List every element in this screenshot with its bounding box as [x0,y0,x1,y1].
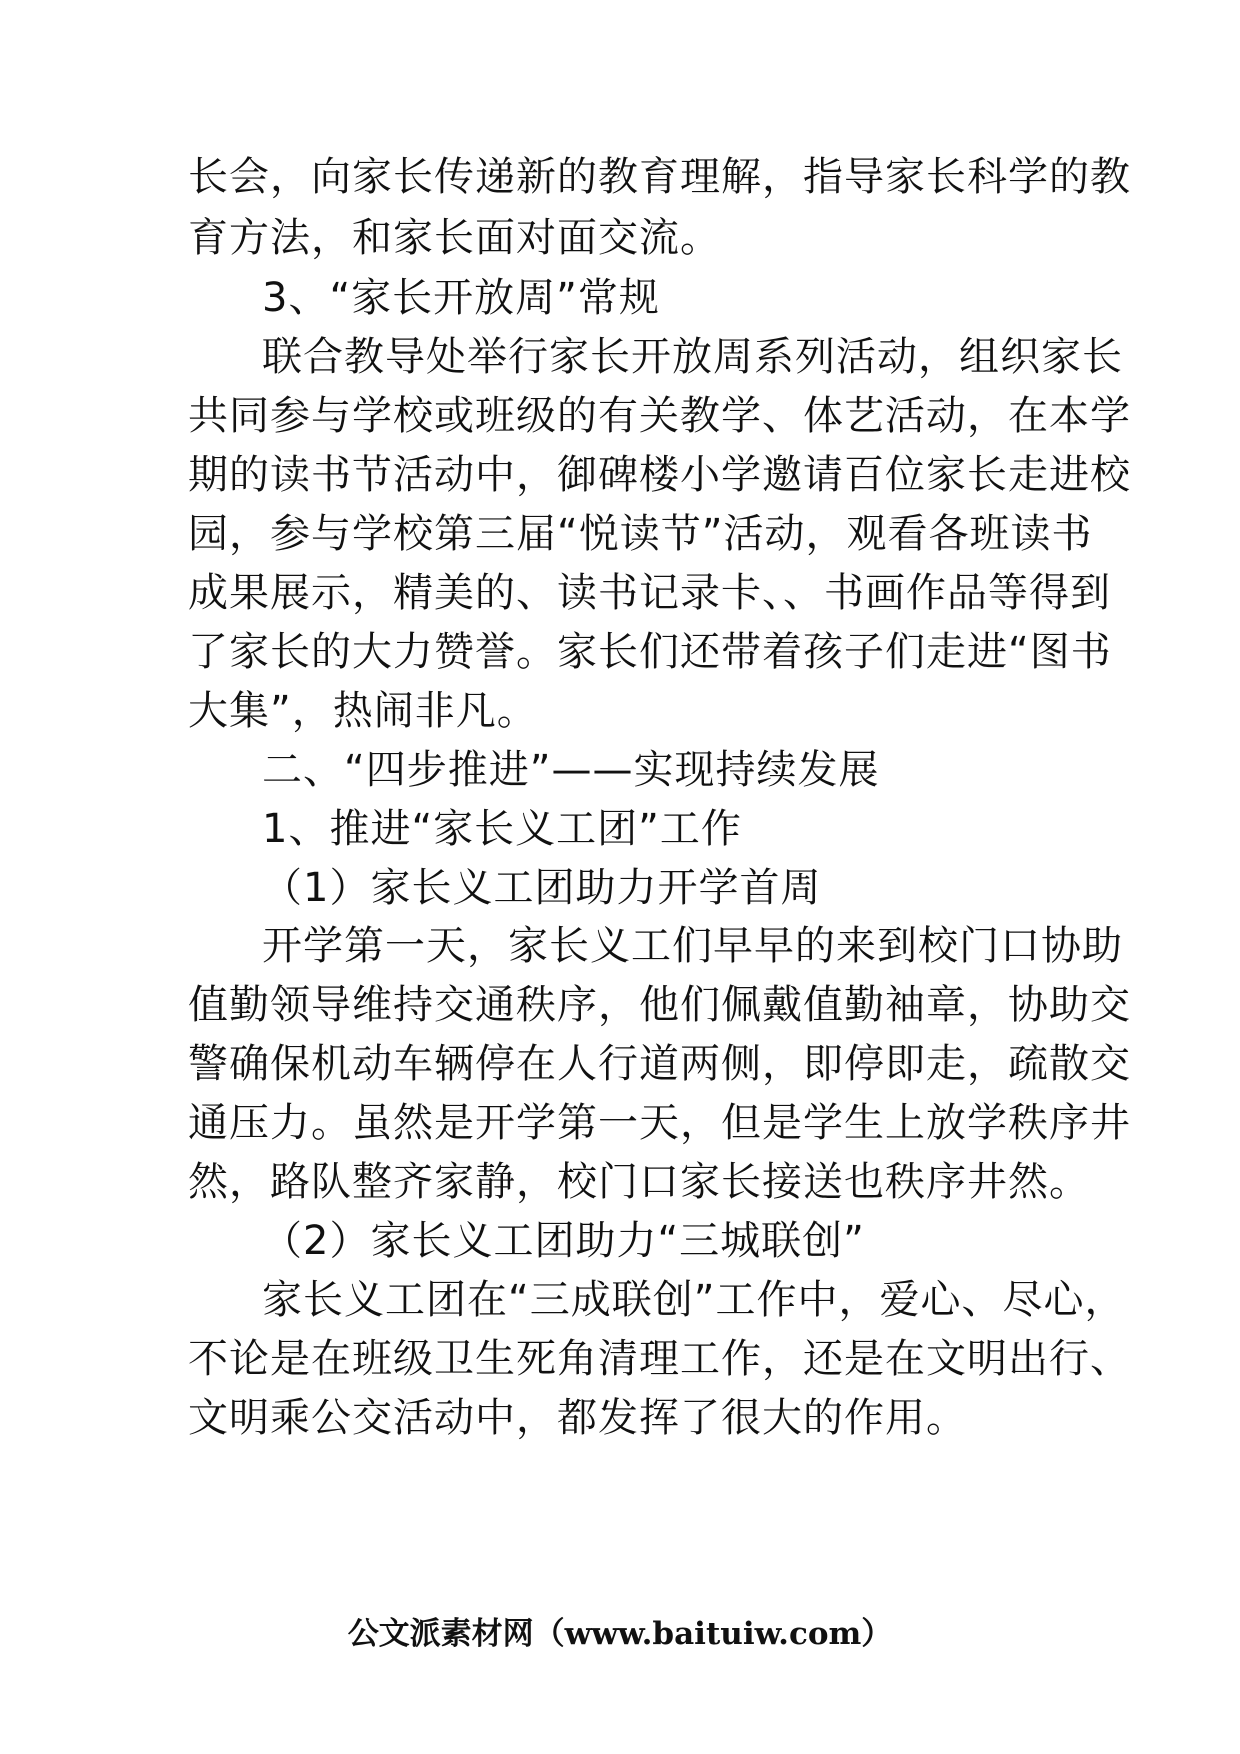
text-line: 期的读书节活动中，御碑楼小学邀请百位家长走进校 [188,452,1131,498]
text-line: 园，参与学校第三届“悦读节”活动，观看各班读书 [188,511,1093,557]
text-line: 了家长的大力赞誉。家长们还带着孩子们走进“图书 [188,629,1112,675]
text-line: 警确保机动车辆停在人行道两侧，即停即走，疏散交 [188,1041,1131,1087]
text-line: 不论是在班级卫生死角清理工作，还是在文明出行、 [188,1336,1131,1382]
text-line: 然，路队整齐家静，校门口家长接送也秩序井然。 [188,1159,1090,1205]
section-heading: 二、“四步推进”——实现持续发展 [262,747,880,793]
text-line: 联合教导处举行家长开放周系列活动，组织家长 [262,334,1123,380]
text-line: 通压力。虽然是开学第一天，但是学生上放学秩序井 [188,1100,1131,1146]
text-line: 大集”，热闹非凡。 [188,688,538,734]
text-line: 成果展示，精美的、读书记录卡、、书画作品等得到 [188,570,1111,616]
text-line: 开学第一天，家长义工们早早的来到校门口协助 [262,923,1123,969]
subsection-heading: （1）家长义工团助力开学首周 [262,865,822,911]
text-line: 育方法，和家长面对面交流。 [188,215,721,261]
section-heading: 1、推进“家长义工团”工作 [262,806,742,852]
section-heading: 3、“家长开放周”常规 [262,275,660,321]
text-line: 共同参与学校或班级的有关教学、体艺活动，在本学 [188,393,1131,439]
text-line: 家长义工团在“三成联创”工作中，爱心、尽心， [262,1277,1126,1323]
text-line: 值勤领导维持交通秩序，他们佩戴值勤袖章，协助交 [188,982,1131,1028]
subsection-heading: （2）家长义工团助力“三城联创” [262,1218,865,1264]
text-line: 长会，向家长传递新的教育理解，指导家长科学的教 [188,154,1131,200]
footer-source: 公文派素材网（www.baituiw.com） [347,1616,893,1652]
text-line: 文明乘公交活动中，都发挥了很大的作用。 [188,1395,967,1441]
